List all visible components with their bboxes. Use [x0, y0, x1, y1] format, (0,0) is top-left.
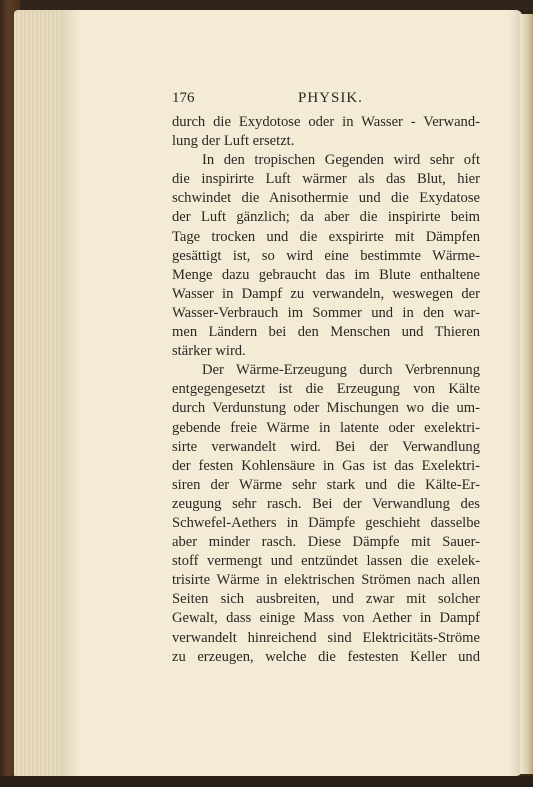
text-line: schwindet die Anisothermie und die Exydatose — [172, 190, 480, 207]
text-line: durch die Exydotose oder in Wasser - Verwand- — [172, 114, 480, 130]
text-line: verwandelt hinreichend sind Elektricitäts-Ströme — [172, 629, 480, 646]
text-line: Der Wärme-Erzeugung durch Verbrennung — [202, 362, 480, 379]
next-page-edge — [520, 14, 533, 774]
text-line: Wasser in Dampf zu verwandeln, weswegen der — [172, 285, 480, 302]
book-bottom-edge — [0, 776, 533, 787]
text-line: Tage trocken und die exspirirte mit Dämpfen — [172, 228, 480, 245]
text-line: Wasser-Verbrauch im Sommer und in den war- — [172, 304, 480, 321]
text-line: der Luft gänzlich; da aber die inspirirte beim — [172, 209, 480, 226]
text-line: Gewalt, dass einige Mass von Aether in Dampf — [172, 610, 480, 627]
text-line: men Ländern bei den Menschen und Thieren — [172, 324, 480, 341]
text-line: trisirte Wärme in elektrischen Strömen nach allen — [172, 572, 480, 589]
text-line: gebende freie Wärme in latente oder exelektri- — [172, 419, 480, 436]
text-line: stoff vermengt und entzündet lassen die exelek- — [172, 553, 480, 570]
text-line: zeugung sehr rasch. Bei der Verwandlung des — [172, 495, 480, 512]
text-line: Menge dazu gebraucht das im Blute enthaltene — [172, 266, 480, 283]
text-line: entgegengesetzt ist die Erzeugung von Kälte — [172, 381, 480, 398]
text-line: sirte verwandelt wird. Bei der Verwandlung — [172, 438, 480, 455]
text-line: durch Verdunstung oder Mischungen wo die um- — [172, 400, 480, 417]
text-line: gesättigt ist, so wird eine bestimmte Wärme- — [172, 247, 480, 264]
page-number: 176 — [172, 90, 195, 106]
text-line: lung der Luft ersetzt. — [172, 133, 295, 150]
page-header — [172, 90, 480, 110]
text-line: zu erzeugen, welche die festesten Keller und — [172, 648, 480, 665]
body-text — [172, 113, 480, 667]
text-line: der festen Kohlensäure in Gas ist das Exelektri- — [172, 457, 480, 474]
text-line: siren der Wärme sehr stark und die Kälte-Er- — [172, 476, 480, 493]
text-line: Seiten sich ausbreiten, und zwar mit solcher — [172, 591, 480, 608]
text-line: stärker wird. — [172, 343, 246, 360]
text-line: Schwefel-Aethers in Dämpfe geschieht dasselbe — [172, 514, 480, 531]
text-line: aber minder rasch. Diese Dämpfe mit Sauer- — [172, 534, 480, 551]
running-head: PHYSIK. — [298, 90, 363, 106]
text-line: In den tropischen Gegenden wird sehr oft — [202, 152, 480, 169]
text-line: die inspirirte Luft wärmer als das Blut, hier — [172, 171, 480, 188]
